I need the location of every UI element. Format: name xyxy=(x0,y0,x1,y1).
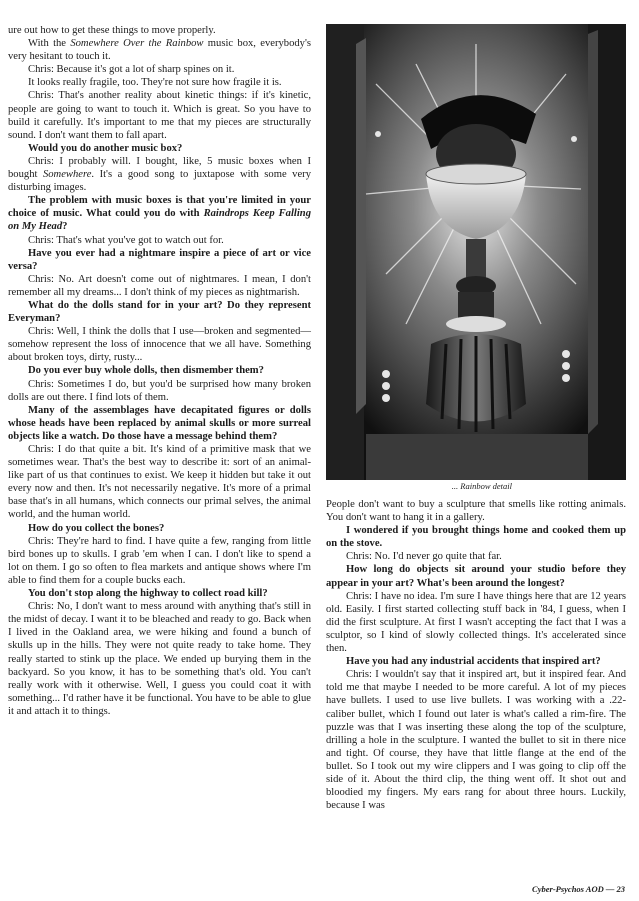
interview-answer: People don't want to buy a sculpture that smells like rotting animals. You don't want to hang it in a gallery. xyxy=(326,499,626,524)
interview-answer: Chris: No, I don't want to mess around with anything that's still in the midst of decay. I want it to be bleached and ready to go. Back when I lived in the Oakland area, we were hiking and found a bunch of skulls up in the hills. They were not quite ready to take home. They really started to stink up the place. We ended up burying them in the backyard. So you know, it has to be something that's old. You can't really work with it otherwise. Well, I guess you could coat it with something... I'd rather have it be functional. You have to be able to glue it and attach it to things. xyxy=(8,601,311,717)
music-box-sculpture-image xyxy=(326,24,626,480)
interview-answer: Chris: That's what you've got to watch out for. xyxy=(28,234,224,246)
interview-question xyxy=(8,299,311,325)
interview-question xyxy=(326,655,626,668)
interview-answer: Chris: Sometimes I do, but you'd be surprised how many broken dolls are out there. I find lots of them. xyxy=(8,378,311,403)
sculpture-photo xyxy=(326,24,626,480)
text-run: music box, everybody's very hesitant to touch it. xyxy=(8,38,311,63)
text-run: The problem with music boxes is that you're limited in your choice of music. What could you do with xyxy=(8,195,311,220)
interview-answer: Chris: That's another reality about kinetic things: if it's kinetic, people are going to want to touch it. Which is great. So you have to build it carefully. It's important to me that my pieces are structurally sound. I don't want them to fall apart. xyxy=(8,90,311,141)
left-text-column xyxy=(8,24,311,718)
text-run: You don't stop along the highway to collect road kill? xyxy=(28,588,268,600)
interview-answer: Chris: Because it's got a lot of sharp spines on it. xyxy=(28,64,235,76)
text-run: Chris: I probably will. I bought, like, 5 music boxes when I bought xyxy=(8,155,311,181)
interview-answer: Chris: I do that quite a bit. It's kind of a primitive mask that we sometimes wear. That's the best way to describe it: sort of an animal-like part of us that continues to exist. We keep it hidden but take it out every now and then. It's not necessarily negative. It's more of a primal base that's in all humans, which connects our primal selves, the animal world, and the human world. xyxy=(8,444,311,521)
text-run: . It's a good song to juxtapose with some very disturbing images. xyxy=(8,169,312,194)
text-run: Would you do another music box? xyxy=(28,142,183,154)
text-run: Do you ever buy whole dolls, then dismember them? xyxy=(28,365,264,377)
interview-question xyxy=(8,404,311,443)
text-run: With the xyxy=(28,38,71,50)
interview-answer: Chris: No. Art doesn't come out of nightmares. I mean, I don't remember all my dreams... I don't think of my pieces as nightmarish. xyxy=(8,273,311,298)
interview-question xyxy=(8,194,311,233)
interview-question xyxy=(8,142,311,155)
right-text-column xyxy=(326,498,626,812)
text-run: How long do objects sit around your studio before they appear in your art? What's been around the longest? xyxy=(326,564,626,589)
text-run: I wondered if you brought things home and cooked them up on the stove. xyxy=(326,525,626,550)
interview-question xyxy=(326,524,626,550)
interview-question xyxy=(8,364,311,377)
interview-answer xyxy=(8,37,311,63)
text-run: Have you ever had a nightmare inspire a piece of art or vice versa? xyxy=(8,247,311,272)
photo-caption: ... Rainbow detail xyxy=(451,481,512,491)
interview-answer: Chris: No. I'd never go quite that far. xyxy=(346,551,502,563)
interview-question xyxy=(8,522,311,535)
text-run: How do you collect the bones? xyxy=(28,522,165,534)
interview-answer: Chris: Well, I think the dolls that I use—broken and segmented—somehow represent the loss of innocence that we all have. Something about broken toys, dirty, rusty... xyxy=(8,326,311,364)
interview-answer: Chris: I have no idea. I'm sure I have things here that are 12 years old. Easily. I first started collecting stuff back in '84, I guess, when I did the first sculpture. At first I wasn't accepting the fact that I was a sculptor, so I kind of slowly collected things. It's accelerated since then. xyxy=(326,590,626,655)
interview-answer: ure out how to get these things to move properly. xyxy=(8,25,216,36)
interview-question xyxy=(8,247,311,273)
text-run: What do the dolls stand for in your art? Do they represent Everyman? xyxy=(8,299,311,325)
interview-question xyxy=(8,587,311,600)
page-footer: Cyber-Psychos AOD — 23 xyxy=(532,884,625,894)
interview-answer: Chris: I wouldn't say that it inspired art, but it inspired fear. And told me that maybe I needed to be more careful. A lot of my pieces have bullets. I used to use live bullets. I was working with a .22-caliber bullet, which I found out later is what's called a rim-fire. The puzzle was that I was inserting these along the top of the sculpture, drilling a hole in the sculpture. I wanted the bullet to sit in there nice and tight. Of course, they have that little flange at the end of the bullet. So I took out my wire clippers and I was going to clip off the side of it. About the third clip, the thing went off. It shot out and bloodied my fingers. My ears rang for about three hours. Luckily, because I was xyxy=(326,669,626,812)
italic-title: Somewhere Over the Rainbow xyxy=(70,38,204,50)
interview-answer: It looks really fragile, too. They're not sure how fragile it is. xyxy=(28,77,282,89)
text-run: ? xyxy=(62,221,68,233)
text-run: Many of the assemblages have decapitated figures or dolls whose heads have been replaced by animal skulls or more surreal objects like a watch. Do those have a message behind them? xyxy=(8,404,311,442)
interview-answer: Chris: They're hard to find. I have quite a few, ranging from little bird bones up to skulls. I grab 'em when I can. I don't like to spend a lot on them. I go so often to flea markets and antique shows where I'm able to find them for a couple bucks each. xyxy=(8,535,311,586)
interview-answer xyxy=(8,155,311,194)
italic-title: Somewhere xyxy=(42,169,92,181)
text-run: Have you had any industrial accidents that inspired art? xyxy=(346,656,601,668)
italic-title: Raindrops Keep Falling on My Head xyxy=(8,208,312,233)
interview-question xyxy=(326,563,626,589)
